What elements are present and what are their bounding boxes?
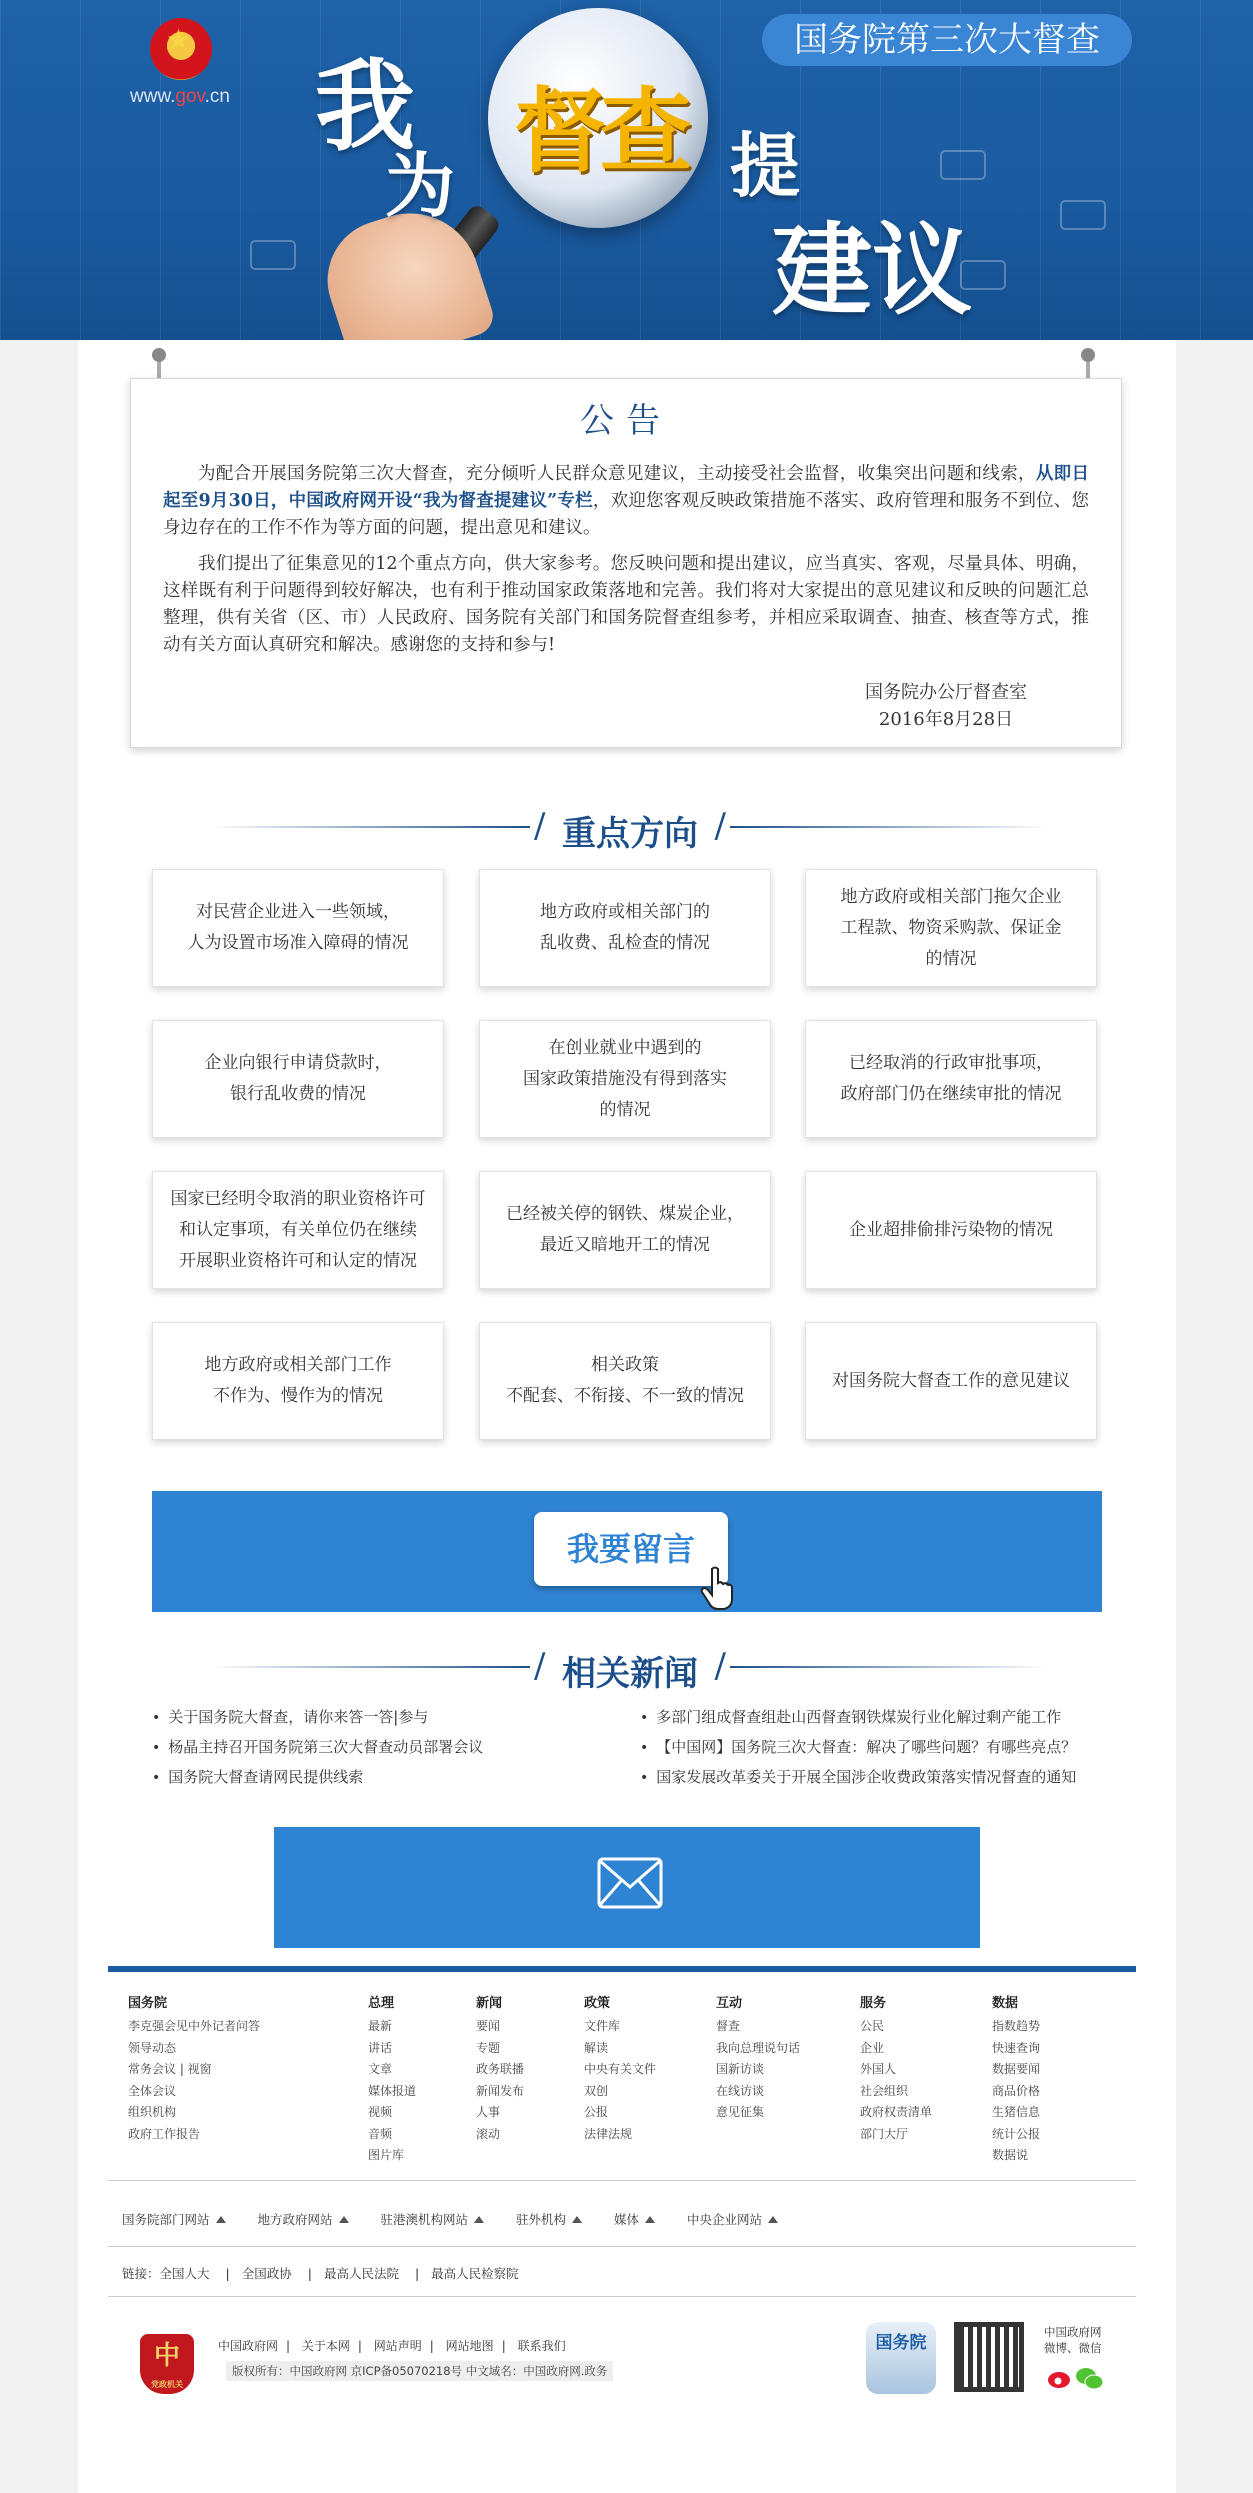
footer-link[interactable]: 视频: [368, 2105, 393, 2119]
focus-card[interactable]: 对国务院大督查工作的意见建议: [805, 1322, 1097, 1440]
focus-card[interactable]: 企业超排偷排污染物的情况: [805, 1171, 1097, 1289]
focus-section-heading: / 重点方向 /: [210, 806, 1050, 846]
site-footer: [108, 1966, 1136, 2476]
footer-link[interactable]: 文章: [368, 2062, 393, 2076]
banner-title-char: 我: [315, 47, 415, 165]
footer-column: [992, 1994, 1040, 2167]
footer-link[interactable]: 企业: [860, 2040, 885, 2055]
focus-card[interactable]: 已经取消的行政审批事项， 政府部门仍在继续审批的情况: [805, 1020, 1097, 1138]
footer-link[interactable]: 督查: [716, 2019, 741, 2033]
footer-column-title[interactable]: 国务院: [128, 1996, 168, 2011]
copyright-text: 版权所有：中国政府网 京ICP备05070218号 中文域名：中国政府网.政务: [226, 2361, 613, 2381]
news-link[interactable]: • 多部门组成督查组赴山西督查钢铁煤炭行业化解过剩产能工作: [640, 1703, 1076, 1733]
footer-link[interactable]: 数据要闻: [992, 2062, 1041, 2076]
site-group-dropdowns: [122, 2210, 806, 2228]
footer-link[interactable]: 我向总理说句话: [716, 2040, 801, 2055]
external-link[interactable]: 全国政协: [241, 2266, 292, 2281]
footer-bottom-links: 中国政府网 | 关于本网 | 网站声明 | 网站地图 | 联系我们: [218, 2339, 566, 2353]
footer-link[interactable]: 常务会议 | 视窗: [128, 2062, 212, 2076]
party-gov-badge-icon[interactable]: 中 党政机关: [140, 2334, 194, 2394]
emblem-star-icon: ★: [166, 23, 192, 56]
footer-link[interactable]: 全体会议: [128, 2083, 177, 2098]
footer-link[interactable]: 快速查询: [992, 2040, 1041, 2055]
footer-link[interactable]: 李克强会见中外记者问答: [128, 2019, 261, 2033]
triangle-up-icon: [339, 2216, 349, 2223]
focus-card[interactable]: 已经被关停的钢铁、煤炭企业， 最近又暗地开工的情况: [479, 1171, 771, 1289]
footer-column: [584, 1994, 656, 2145]
footer-link[interactable]: 组织机构: [128, 2105, 177, 2119]
footer-bottom-link[interactable]: 网站声明: [373, 2339, 422, 2353]
announcement-signature: 国务院办公厅督查室: [865, 682, 1027, 703]
site-group-dropdown[interactable]: 中央企业网站: [687, 2212, 778, 2227]
chat-bubble-icon: [940, 150, 986, 180]
footer-external-links: 链接：全国人大 | 全国政协 | 最高人民法院 | 最高人民检察院: [122, 2266, 519, 2281]
footer-column-title[interactable]: 互动: [716, 1996, 743, 2011]
footer-bottom-link[interactable]: 联系我们: [517, 2339, 566, 2353]
site-group-dropdown[interactable]: 国务院部门网站: [122, 2212, 226, 2227]
banner-title-char: 为: [385, 144, 455, 227]
qr-code-icon: [954, 2322, 1024, 2392]
footer-link[interactable]: 领导动态: [128, 2040, 177, 2055]
focus-card[interactable]: 在创业就业中遇到的 国家政策措施没有得到落实 的情况: [479, 1020, 771, 1138]
footer-link[interactable]: 指数趋势: [992, 2019, 1041, 2033]
triangle-up-icon: [474, 2216, 484, 2223]
footer-link[interactable]: 在线访谈: [716, 2083, 765, 2098]
footer-column: [860, 1994, 932, 2145]
footer-column-title[interactable]: 数据: [992, 1996, 1019, 2011]
announcement-highlight: 从即日起至9月30日，中国政府网开设“我为督查提建议”专栏: [163, 464, 1089, 511]
footer-bottom-link[interactable]: 关于本网: [301, 2339, 350, 2353]
footer-divider: [108, 2296, 1136, 2297]
banner-title-char: 建议: [772, 211, 972, 329]
campaign-title-pill: 国务院第三次大督查: [762, 14, 1132, 66]
leave-message-button[interactable]: 我要留言: [534, 1512, 728, 1586]
focus-card[interactable]: 地方政府或相关部门拖欠企业 工程款、物资采购款、保证金 的情况: [805, 869, 1097, 987]
footer-column-title[interactable]: 政策: [584, 1996, 611, 2011]
announcement-panel: [130, 378, 1122, 748]
footer-link[interactable]: 专题: [476, 2040, 501, 2055]
footer-link[interactable]: 部门大厅: [860, 2126, 909, 2141]
hand-cursor-icon: [700, 1565, 734, 1611]
footer-link[interactable]: 生猪信息: [992, 2105, 1041, 2119]
news-link[interactable]: • 国务院大督查请网民提供线索: [152, 1763, 483, 1793]
announcement-date: 2016年8月28日: [878, 709, 1014, 730]
footer-link[interactable]: 中央有关文件: [584, 2062, 657, 2076]
footer-link[interactable]: 图片库: [368, 2148, 405, 2162]
footer-column-title[interactable]: 服务: [860, 1996, 887, 2011]
footer-link[interactable]: 讲话: [368, 2040, 393, 2055]
site-group-dropdown[interactable]: 驻外机构: [516, 2212, 582, 2227]
announcement-paragraph: 我们提出了征集意见的12个重点方向，供大家参考。您反映问题和提出建议，应当真实、客观，尽量具体、明确，这样既有利于问题得到较好解决，也有利于推动国家政策落地和完善。我们将对大家提出的意见建议和反映的问题汇总整理，供有关省（区、市）人民政府、国务院有关部门和国务院督查组参考，并相应采取调查、抽查、核查等方式，推动有关方面认真研究和解决。感谢您的支持和参与!: [163, 554, 1089, 655]
footer-column: [128, 1994, 260, 2145]
footer-link[interactable]: 政务联播: [476, 2062, 525, 2076]
footer-link[interactable]: 音频: [368, 2126, 393, 2141]
triangle-up-icon: [768, 2216, 778, 2223]
app-icon[interactable]: 国务院: [866, 2322, 936, 2394]
triangle-up-icon: [572, 2216, 582, 2223]
chat-bubble-icon: [1060, 200, 1106, 230]
footer-link[interactable]: 政府工作报告: [128, 2126, 201, 2141]
news-link[interactable]: • 杨晶主持召开国务院第三次大督查动员部署会议: [152, 1733, 483, 1763]
footer-link[interactable]: 滚动: [476, 2126, 501, 2141]
announcement-title: 公告: [580, 401, 672, 441]
footer-link[interactable]: 公报: [584, 2105, 609, 2119]
footer-link[interactable]: 意见征集: [716, 2105, 765, 2119]
external-link[interactable]: 最高人民检察院: [431, 2266, 519, 2281]
focus-card[interactable]: 对民营企业进入一些领域， 人为设置市场准入障碍的情况: [152, 869, 444, 987]
external-link[interactable]: 最高人民法院: [323, 2266, 399, 2281]
footer-link[interactable]: 法律法规: [584, 2126, 633, 2141]
footer-link[interactable]: 公民: [860, 2019, 885, 2033]
footer-column: [368, 1994, 416, 2167]
focus-card[interactable]: 相关政策 不配套、不衔接、不一致的情况: [479, 1322, 771, 1440]
footer-link[interactable]: 外国人: [860, 2062, 897, 2076]
news-link[interactable]: • 关于国务院大督查，请你来答一答|参与: [152, 1703, 483, 1733]
external-link[interactable]: 全国人大: [159, 2266, 210, 2281]
footer-link[interactable]: 数据说: [992, 2148, 1029, 2162]
announcement-paragraph: 为配合开展国务院第三次大督查，充分倾听人民群众意见建议，主动接受社会监督，收集突出问题和线索，从即日起至9月30日，中国政府网开设“我为督查提建议”专栏，欢迎您客观反映政策措施不落实、政府管理和服务不到位、您身边存在的工作不作为等方面的问题，提出意见和建议。: [163, 464, 1089, 538]
footer-column: [716, 1994, 800, 2124]
footer-link[interactable]: 要闻: [476, 2019, 501, 2033]
footer-bottom-link[interactable]: 网站地图: [445, 2339, 494, 2353]
header-banner: [0, 0, 1253, 340]
footer-link[interactable]: 政府权责清单: [860, 2105, 933, 2119]
footer-divider: [108, 2246, 1136, 2247]
footer-column-title[interactable]: 新闻: [476, 1996, 503, 2011]
footer-column-title[interactable]: 总理: [368, 1996, 395, 2011]
site-logo-text[interactable]: www.gov.cn: [130, 86, 230, 107]
triangle-up-icon: [645, 2216, 655, 2223]
news-section-heading: / 相关新闻 /: [210, 1646, 1050, 1686]
social-label: 中国政府网 微博、微信: [1044, 2325, 1102, 2355]
news-link[interactable]: • 国家发展改革委关于开展全国涉企收费政策落实情况督查的通知: [640, 1763, 1076, 1793]
footer-link[interactable]: 文件库: [584, 2019, 621, 2033]
footer-link[interactable]: 双创: [584, 2083, 609, 2098]
weibo-wechat-icons[interactable]: [1046, 2364, 1106, 2392]
envelope-icon[interactable]: [597, 1857, 663, 1909]
banner-title-lens: 督查: [513, 78, 686, 185]
footer-link[interactable]: 解读: [584, 2040, 609, 2055]
footer-column: [476, 1994, 524, 2145]
footer-divider: [108, 2180, 1136, 2181]
triangle-up-icon: [216, 2216, 226, 2223]
footer-link[interactable]: 社会组织: [860, 2083, 909, 2098]
banner-title-char: 提: [730, 124, 800, 207]
footer-top-rule: [108, 1966, 1136, 1972]
links-label: 链接：: [122, 2266, 160, 2281]
site-group-dropdown[interactable]: 媒体: [614, 2212, 655, 2227]
footer-link[interactable]: 国新访谈: [716, 2062, 765, 2076]
footer-link[interactable]: 人事: [476, 2105, 501, 2119]
footer-link[interactable]: 商品价格: [992, 2083, 1041, 2098]
footer-link[interactable]: 新闻发布: [476, 2083, 525, 2098]
site-group-dropdown[interactable]: 驻港澳机构网站: [381, 2212, 485, 2227]
chat-bubble-icon: [250, 240, 296, 270]
footer-bottom-link[interactable]: 中国政府网: [218, 2339, 279, 2353]
focus-card[interactable]: 国家已经明令取消的职业资格许可 和认定事项，有关单位仍在继续 开展职业资格许可和认定的情况: [152, 1171, 444, 1289]
footer-link[interactable]: 最新: [368, 2019, 393, 2033]
focus-card[interactable]: 地方政府或相关部门工作 不作为、慢作为的情况: [152, 1322, 444, 1440]
news-list-right: [640, 1703, 1076, 1793]
site-group-dropdown[interactable]: 地方政府网站: [258, 2212, 349, 2227]
focus-card[interactable]: 地方政府或相关部门的 乱收费、乱检查的情况: [479, 869, 771, 987]
news-list-left: [152, 1703, 483, 1793]
focus-card[interactable]: 企业向银行申请贷款时， 银行乱收费的情况: [152, 1020, 444, 1138]
footer-link[interactable]: 统计公报: [992, 2126, 1041, 2141]
footer-link[interactable]: 媒体报道: [368, 2083, 417, 2098]
news-link[interactable]: • 【中国网】国务院三次大督查：解决了哪些问题？有哪些亮点？: [640, 1733, 1076, 1763]
